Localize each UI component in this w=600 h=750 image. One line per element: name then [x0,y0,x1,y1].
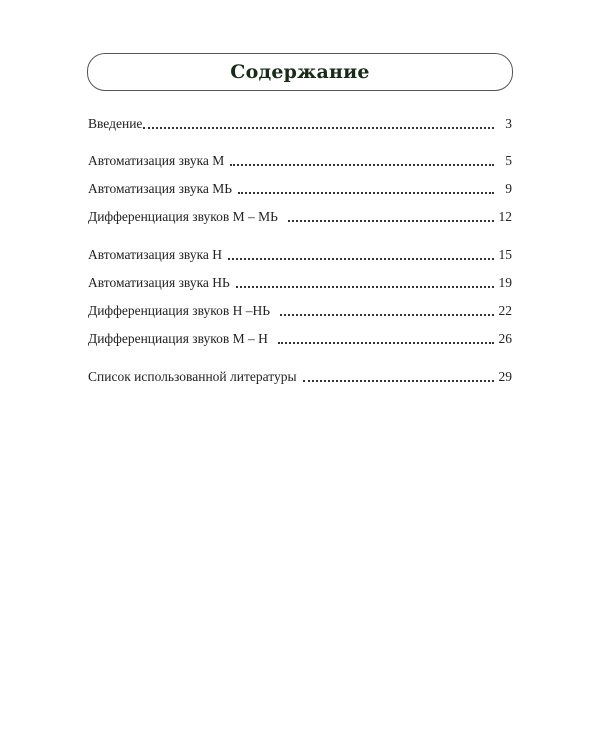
toc-entry-label: Дифференциация звуков Н –НЬ [88,303,271,318]
dot-leader [280,314,494,316]
toc-entry-label: Введение [88,116,143,131]
dot-leader [236,286,494,288]
toc-entry [88,368,512,386]
dot-leader [303,380,494,382]
toc-entry-page: 5 [505,153,512,168]
toc-entry-page: 29 [498,369,512,384]
dot-leader [143,127,494,129]
dot-leader [238,192,494,194]
toc-entry [88,302,512,320]
toc-entry-label: Дифференциация звуков М – МЬ [88,209,278,224]
toc-entry [88,246,512,264]
toc-entry-label: Автоматизация звука МЬ [88,181,233,196]
toc-entry [88,274,512,292]
toc-entry-page: 9 [505,181,512,196]
toc-entry [88,208,512,226]
toc-entry-page: 19 [498,275,512,290]
toc-entry-page: 26 [498,331,512,346]
dot-leader [278,342,494,344]
toc-entry-label: Дифференциация звуков М – Н [88,331,268,346]
dot-leader [230,164,494,166]
toc-entry-label: Автоматизация звука НЬ [88,275,230,290]
toc-entry-page: 12 [498,209,512,224]
toc-entry [88,152,512,170]
toc-entry-page: 15 [498,247,512,262]
toc-entry-page: 22 [498,303,512,318]
toc-entry [88,180,512,198]
toc-entry-label: Список использованной литературы [88,369,297,384]
toc-entry [88,115,512,133]
dot-leader [228,258,494,260]
title-box [87,53,513,91]
toc-entry [88,330,512,348]
toc-entry-page: 3 [505,116,512,131]
toc-entry-label: Автоматизация звука М [88,153,225,168]
dot-leader [288,220,494,222]
toc-entry-label: Автоматизация звука Н [88,247,223,262]
page-title: Содержание [230,61,370,83]
